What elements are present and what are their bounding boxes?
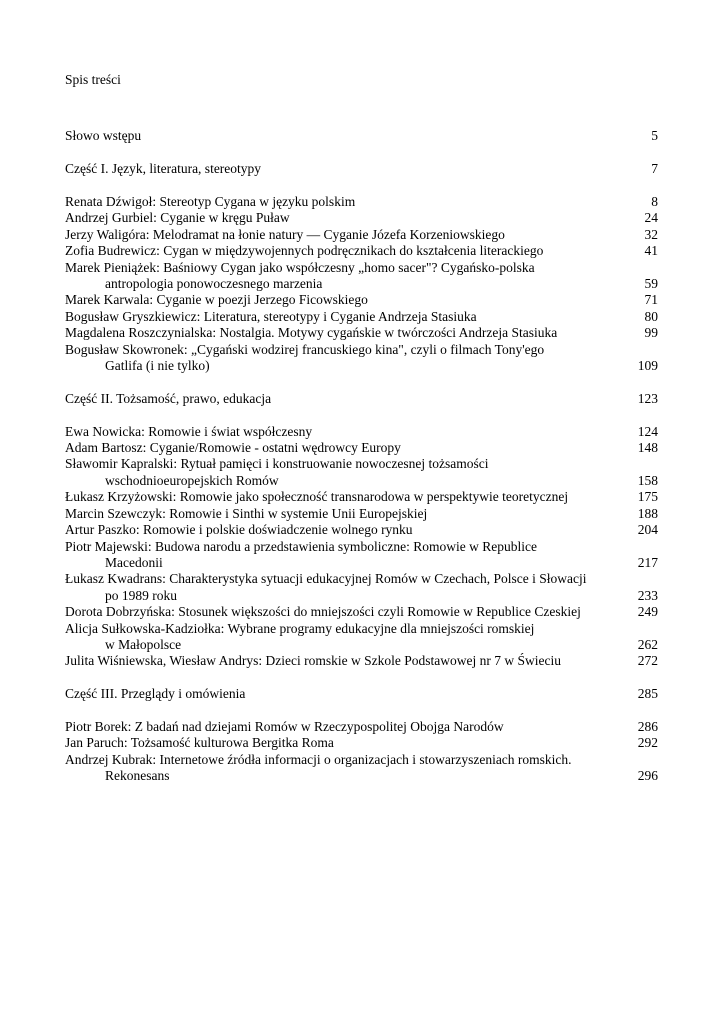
toc-page-number: 41: [644, 243, 658, 259]
toc-entry-text: Dorota Dobrzyńska: Stosunek większości do mniejszości czyli Romowie w Republice Czeskiej: [65, 604, 581, 620]
toc-page-number: 71: [644, 292, 658, 308]
toc-row: [65, 161, 658, 177]
toc-entry-text: Sławomir Kapralski: Rytuał pamięci i konstruowanie nowoczesnej tożsamości: [65, 456, 489, 472]
toc-row: [65, 506, 658, 522]
toc-entry-text: Ewa Nowicka: Romowie i świat współczesny: [65, 423, 313, 439]
toc-entry-text: Rekonesans: [105, 768, 170, 784]
toc-block-preface: [65, 128, 658, 144]
toc-page-number: 262: [637, 636, 658, 652]
toc-page-number: 158: [637, 472, 658, 488]
toc-page-number: 249: [637, 604, 658, 620]
toc-row: [65, 440, 658, 456]
toc-entry-text: Łukasz Kwadrans: Charakterystyka sytuacji edukacyjnej Romów w Czechach, Polsce i Słowacji: [65, 571, 587, 587]
toc-page-number: 7: [651, 161, 658, 177]
toc-row-continuation: [65, 768, 658, 784]
toc-page-number: 204: [637, 522, 658, 538]
toc-row: [65, 243, 658, 259]
toc-entry-text: Renata Dźwigoł: Stereotyp Cygana w języku polskim: [65, 194, 356, 209]
toc-entry-text: Andrzej Gurbiel: Cyganie w kręgu Puław: [65, 210, 290, 226]
toc-row: [65, 539, 658, 555]
part-heading: Część I. Język, literatura, stereotypy: [65, 161, 262, 177]
toc-block-part3-entries: [65, 719, 658, 785]
page-title: Spis treści: [65, 72, 121, 87]
toc-page-number: 24: [644, 210, 658, 226]
toc-row-continuation: [65, 637, 658, 653]
toc-entry-text: antropologia ponowoczesnego marzenia: [105, 276, 323, 292]
toc-row: [65, 325, 658, 341]
toc-entry-text: w Małopolsce: [105, 636, 182, 652]
toc-row: [65, 752, 658, 768]
toc-page-number: 5: [651, 128, 658, 144]
toc-row: [65, 260, 658, 276]
toc-row: [65, 309, 658, 325]
toc-entry-text: Jan Paruch: Tożsamość kulturowa Bergitka Roma: [65, 735, 334, 751]
toc-entry-text: Bogusław Gryszkiewicz: Literatura, stereotypy i Cyganie Andrzeja Stasiuka: [65, 308, 477, 324]
toc-row: [65, 735, 658, 751]
toc-page-number: 59: [644, 276, 658, 292]
toc-row: [65, 719, 658, 735]
toc-entry-text: Artur Paszko: Romowie i polskie doświadczenie wolnego rynku: [65, 522, 413, 538]
toc-row: [65, 391, 658, 407]
toc-page-number: 32: [644, 226, 658, 242]
toc-entry-text: Alicja Sułkowska-Kadziołka: Wybrane programy edukacyjne dla mniejszości romskiej: [65, 620, 535, 636]
toc-row: [65, 522, 658, 538]
toc-entry-text: Gatlifa (i nie tylko): [105, 358, 210, 374]
toc-entry-text: Marek Karwala: Cyganie w poezji Jerzego Ficowskiego: [65, 292, 368, 308]
toc-page-number: 123: [637, 390, 658, 406]
toc-entry-text: Julita Wiśniewska, Wiesław Andrys: Dzieci romskie w Szkole Podstawowej nr 7 w Świeciu: [65, 653, 561, 669]
part-heading: Część III. Przeglądy i omówienia: [65, 686, 246, 702]
toc-page-number: 80: [644, 308, 658, 324]
toc-entry-text: Andrzej Kubrak: Internetowe źródła informacji o organizacjach i stowarzyszeniach romskich.: [65, 751, 572, 767]
toc-row: [65, 571, 658, 587]
toc-page-number: 8: [651, 194, 658, 209]
toc-row: [65, 653, 658, 669]
toc-row: [65, 342, 658, 358]
toc-page-number: 217: [637, 554, 658, 570]
toc-block-part3-heading: [65, 686, 658, 702]
toc-entry-text: Adam Bartosz: Cyganie/Romowie - ostatni wędrowcy Europy: [65, 440, 401, 456]
toc-page-number: 286: [637, 718, 658, 734]
toc-page-number: 285: [637, 686, 658, 702]
toc-entry-text: wschodnioeuropejskich Romów: [105, 472, 279, 488]
toc-row: [65, 456, 658, 472]
toc-entry-text: po 1989 roku: [105, 587, 177, 603]
toc-page-number: 124: [637, 423, 658, 439]
toc-block-part1-entries: [65, 194, 658, 374]
toc-page-number: 272: [637, 653, 658, 669]
toc-entry-text: Jerzy Waligóra: Melodramat na łonie natury — Cyganie Józefa Korzeniowskiego: [65, 226, 505, 242]
toc-page-number: 292: [637, 735, 658, 751]
toc-row-continuation: [65, 588, 658, 604]
toc-entry-text: Piotr Borek: Z badań nad dziejami Romów w Rzeczypospolitej Obojga Narodów: [65, 718, 504, 734]
toc-page-number: 188: [637, 505, 658, 521]
toc-entry-text: Macedonii: [105, 554, 163, 570]
toc-page-number: 296: [637, 768, 658, 784]
toc-row: [65, 621, 658, 637]
toc-row: [65, 128, 658, 144]
toc-row-continuation: [65, 276, 658, 292]
toc-entry-text: Magdalena Roszczynialska: Nostalgia. Motywy cygańskie w twórczości Andrzeja Stasiuka: [65, 325, 558, 341]
toc-page-number: 175: [637, 489, 658, 505]
toc-entry-text: Marcin Szewczyk: Romowie i Sinthi w systemie Unii Europejskiej: [65, 505, 428, 521]
toc-page-number: 99: [644, 325, 658, 341]
toc-row: [65, 424, 658, 440]
toc-row: [65, 604, 658, 620]
toc-entry-text: Łukasz Krzyżowski: Romowie jako społeczność transnarodowa w perspektywie teoretycznej: [65, 489, 569, 505]
part-heading: Część II. Tożsamość, prawo, edukacja: [65, 390, 272, 406]
toc-row: [65, 686, 658, 702]
toc-row: [65, 227, 658, 243]
toc-page-number: 233: [637, 587, 658, 603]
toc-row: [65, 210, 658, 226]
toc-row: [65, 194, 658, 210]
toc-entry-text: Bogusław Skowronek: „Cygański wodzirej francuskiego kina", czyli o filmach Tony'ego: [65, 341, 545, 357]
toc-block-part2-entries: [65, 424, 658, 670]
toc-entry-text: Słowo wstępu: [65, 128, 142, 144]
toc-block-part1-heading: [65, 161, 658, 177]
toc-row-continuation: [65, 358, 658, 374]
toc-entry-text: Marek Pieniążek: Baśniowy Cygan jako współczesny „homo sacer"? Cygańsko-polska: [65, 259, 535, 275]
toc-block-part2-heading: [65, 391, 658, 407]
toc-entry-text: Zofia Budrewicz: Cygan w międzywojennych podręcznikach do kształcenia literackiego: [65, 243, 544, 259]
toc-row: [65, 292, 658, 308]
toc-entry-text: Piotr Majewski: Budowa narodu a przedstawienia symboliczne: Romowie w Republice: [65, 538, 538, 554]
toc-page-number: 148: [637, 440, 658, 456]
toc-row: [65, 489, 658, 505]
toc-row-continuation: [65, 555, 658, 571]
toc-row-continuation: [65, 473, 658, 489]
toc-page-number: 109: [637, 358, 658, 374]
